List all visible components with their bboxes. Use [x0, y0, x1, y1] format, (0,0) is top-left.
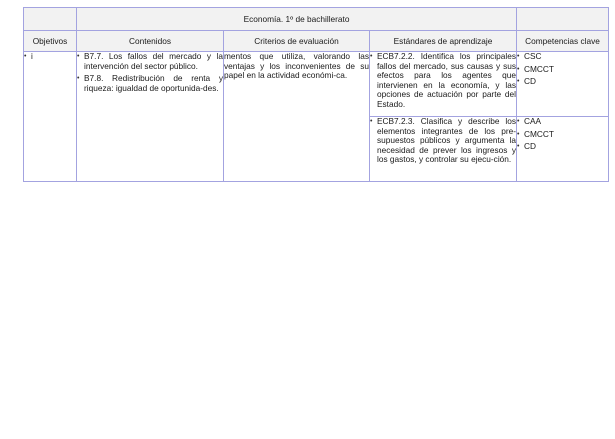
header-criterios: Criterios de evaluación: [224, 31, 370, 52]
competencias-cell: [517, 117, 609, 182]
estandar-cell: [370, 52, 517, 117]
competencias-cell: [517, 52, 609, 117]
estandar-item: • ECB7.2.2. Identifica los principales fallos del mercado, sus causas y sus efectos para los agentes que intervienen en la economía, y las opciones de actuación por parte del Estado.: [370, 52, 516, 110]
objetivos-cell: [24, 52, 77, 182]
empty-corner-cell-right: [517, 8, 609, 31]
curriculum-table: [23, 7, 609, 182]
header-contenidos: Contenidos: [77, 31, 224, 52]
competencia-item: • CD: [517, 142, 608, 152]
competencia-item: • CMCCT: [517, 130, 608, 140]
competencia-item: • CAA: [517, 117, 608, 127]
table-row: [24, 52, 609, 117]
criterios-cell: [224, 52, 370, 182]
contenido-item: • B7.7. Los fallos del mercado y la intervención del sector público.: [77, 52, 223, 71]
estandar-cell: [370, 117, 517, 182]
criterio-text: mentos que utiliza, valorando las ventajas y los inconvenientes de su papel en la actividad económi-ca.: [224, 51, 369, 81]
contenidos-cell: [77, 52, 224, 182]
header-objetivos: Objetivos: [24, 31, 77, 52]
competencia-item: • CSC: [517, 52, 608, 62]
header-estandares: Estándares de aprendizaje: [370, 31, 517, 52]
header-competencias: Competencias clave: [517, 31, 609, 52]
competencia-item: • CMCCT: [517, 65, 608, 75]
objetivo-item: • i: [24, 52, 76, 62]
estandar-item: • ECB7.2.3. Clasifica y describe los elementos integrantes de los pre-supuestos públicos y argumenta la necesidad de prever los ingresos y los gastos, y controlar su ejecu-ción.: [370, 117, 516, 165]
table-title: Economía. 1º de bachillerato: [77, 8, 517, 31]
contenido-item: • B7.8. Redistribución de renta y riqueza: igualdad de oportunida-des.: [77, 74, 223, 93]
competencia-item: • CD: [517, 77, 608, 87]
empty-corner-cell: [24, 8, 77, 31]
